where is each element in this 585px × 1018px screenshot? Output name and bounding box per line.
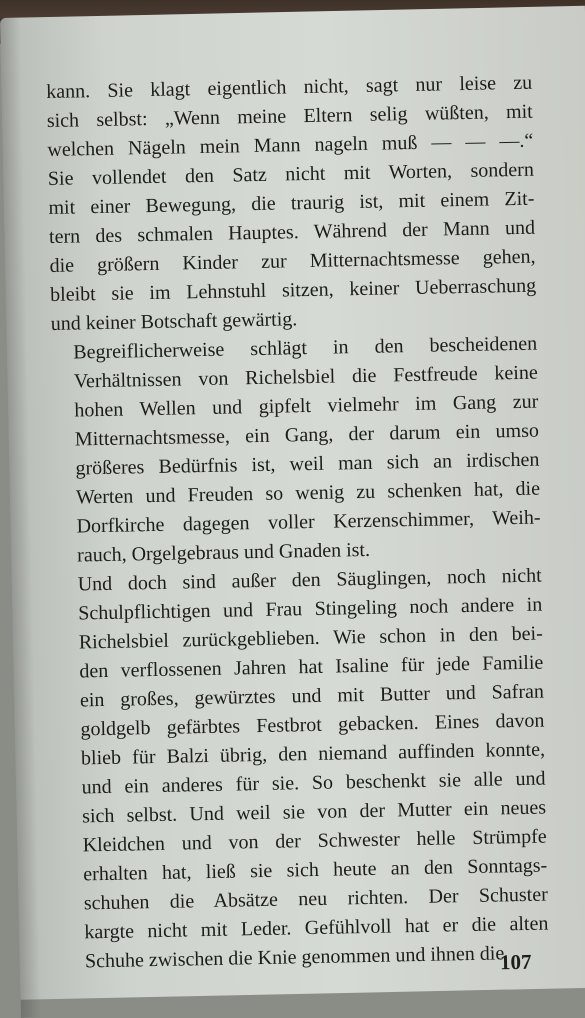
- text-line: tern des schmalen Hauptes. Während der Mann und: [48, 216, 536, 248]
- text-line: Kleidchen und von der Schwester helle Strümpfe: [82, 825, 547, 857]
- text-line: Sie vollendet den Satz nicht mit Worten, sondern: [47, 158, 535, 190]
- text-line: Mitternachtsmesse, ein Gang, der darum ein umso: [74, 419, 540, 451]
- text-line: kargte nicht mit Leder. Gefühlvoll hat er die alten: [84, 912, 549, 944]
- page-number: 107: [499, 949, 532, 975]
- text-line: blieb für Balzi übrig, den niemand auffinden konnte,: [80, 738, 546, 770]
- text-line: rauch, Orgelgebraus und Gnaden ist.: [76, 538, 371, 567]
- text-line: goldgelb gefärbtes Festbrot gebacken. Eines davon: [80, 709, 545, 741]
- text-line: Werten und Freuden so wenig zu schenken hat, die: [75, 477, 541, 509]
- text-line: und keiner Botschaft gewärtig.: [50, 308, 298, 335]
- text-line: Und doch sind außer den Säuglingen, noch nicht: [77, 564, 542, 596]
- text-line: Richelsbiel zurückgeblieben. Wie schon in den bei-: [78, 622, 543, 654]
- text-line: schuhen die Absätze neu richten. Der Schuster: [83, 883, 548, 915]
- text-line: Schuhe zwischen die Knie genommen und ihnen die: [84, 942, 505, 973]
- text-line: Dorfkirche dagegen voller Kerzenschimmer, Weih-: [76, 506, 541, 538]
- paragraph: [55, 562, 549, 977]
- text-line: mit einer Bewegung, die traurig ist, mit einem Zit-: [48, 187, 535, 219]
- text-line: ein großes, gewürztes und mit Butter und Safran: [79, 680, 545, 712]
- text-line: die größern Kinder zur Mitternachtsmesse gehen,: [49, 245, 536, 277]
- text-line: Begreiflicherweise schlägt in den bescheidenen: [73, 332, 538, 364]
- text-line: welchen Nägeln mein Mann nageln muß — — —.“: [47, 129, 534, 161]
- text-line: hohen Wellen und gipfelt vielmehr im Gang zur: [74, 390, 539, 422]
- paragraph: [46, 69, 537, 339]
- paragraph: [51, 330, 541, 571]
- text-line: größeres Bedürfnis ist, weil man sich an irdischen: [75, 448, 540, 480]
- page-gutter-shadow: [0, 18, 41, 1018]
- text-line: sich selbst. Und weil sie von der Mutter ein neues: [81, 796, 547, 828]
- text-line: Schulpflichtigen und Frau Stingeling noch andere in: [78, 593, 543, 625]
- text-line: bleibt sie im Lehnstuhl sitzen, keiner Ueberraschung: [49, 274, 537, 306]
- text-line: Verhältnissen von Richelsbiel die Festfreude keine: [73, 361, 538, 393]
- text-line: sich selbst: „Wenn meine Eltern selig wüßten, mit: [46, 100, 533, 132]
- text-line: und ein anderes für sie. So beschenkt sie alle und: [81, 767, 546, 799]
- text-line: den verflossenen Jahren hat Isaline für jede Familie: [79, 651, 544, 683]
- page-text: [46, 69, 549, 977]
- text-line: kann. Sie klagt eigentlich nicht, sagt nur leise zu: [46, 71, 533, 103]
- text-line: erhalten hat, ließ sie sich heute an den Sonntags-: [83, 854, 548, 886]
